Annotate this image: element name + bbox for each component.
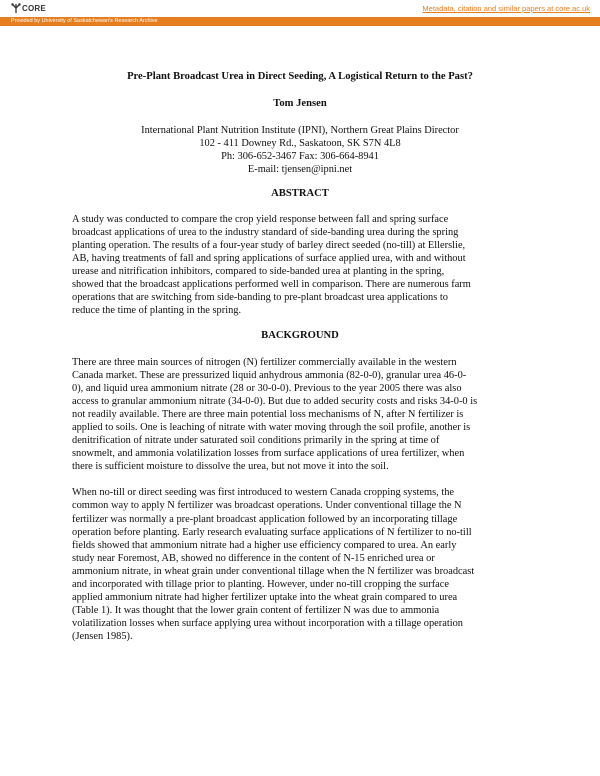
abstract-paragraph (72, 213, 528, 318)
paper-page (72, 70, 528, 643)
text-line: common way to apply N fertilizer was broadcast operations. Under conventional tillage the N (72, 500, 462, 512)
text-line: operation before planting. Early research evaluating surface applications of N fertilizer to no-till (72, 526, 472, 538)
paper-author: Tom Jensen (273, 98, 327, 110)
phone-fax-line: Ph: 306-652-3467 Fax: 306-664-8941 (221, 151, 379, 163)
address-line: 102 - 411 Downey Rd., Saskatoon, SK S7N 4L8 (199, 138, 401, 150)
provided-by-bar (0, 17, 600, 26)
text-line: ammonium nitrate, in wheat grain under conventional tillage when the N fertilizer was broadcast (72, 565, 475, 577)
text-line: urease and nitrification inhibitors, compared to side-banded urea at planting in the spring, (72, 266, 445, 278)
text-line: planting operation. The results of a four-year study of barley direct seeded (no-till) at Ellerslie, (72, 239, 466, 251)
background-paragraph-1 (72, 356, 528, 474)
core-icon (11, 3, 21, 14)
text-line: showed that the broadcast applications performed well in comparison. There are numerous farm (72, 279, 471, 291)
text-line: not readily available. There are three main potential loss mechanisms of N, after N fertilizer is (72, 408, 464, 420)
text-line: 0), and liquid urea ammonium nitrate (28 or 30-0-0). Previous to the year 2005 there was also (72, 382, 462, 394)
author-affiliation (72, 124, 528, 176)
metadata-link[interactable]: Metadata, citation and similar papers at core.ac.uk (422, 4, 590, 13)
text-line: study near Foremost, AB, showed no difference in the content of N-15 enriched urea or (72, 552, 435, 564)
text-line: denitrification of nitrate under saturated soil conditions primarily in the spring at time of (72, 435, 440, 447)
text-line: Canada market. These are pressurized liquid anhydrous ammonia (82-0-0), granular urea 46-0- (72, 369, 467, 381)
text-line: fields showed that ammonium nitrate had a higher use efficiency compared to urea. An early (72, 539, 457, 551)
abstract-heading: ABSTRACT (271, 187, 329, 199)
paper-title: Pre-Plant Broadcast Urea in Direct Seeding, A Logistical Return to the Past? (127, 71, 473, 82)
text-line: applied to soils. One is leaching of nitrate with water moving through the soil profile, another is (72, 421, 471, 433)
affiliation-line: International Plant Nutrition Institute (IPNI), Northern Great Plains Director (141, 125, 459, 137)
background-paragraph-2 (72, 486, 528, 643)
core-header-bar (0, 0, 600, 17)
text-line: applied ammonium nitrate had higher fertilizer uptake into the wheat grain compared to urea (72, 592, 458, 604)
text-line: AB, having treatments of fall and spring applications of surface applied urea, with and without (72, 252, 466, 264)
text-line: there is sufficient moisture to dissolve the urea, but not move it into the soil. (72, 461, 389, 473)
text-line: fertilizer was normally a pre-plant broadcast application followed by an incorporating tillage (72, 513, 458, 525)
text-line: access to granular ammonium nitrate (34-0-0). But due to added security costs and risks 34-0-0 is (72, 395, 478, 407)
provided-by-text: Provided by University of Saskatchewan's Research Archive (11, 18, 158, 24)
text-line: broadcast applications of urea to the industry standard of side-banding urea during the spring (72, 226, 459, 238)
text-line: reduce the time of planting in the spring. (72, 305, 242, 317)
text-line: (Jensen 1985). (72, 631, 133, 643)
core-logo[interactable] (11, 2, 46, 15)
core-logo-text: CORE (22, 4, 46, 13)
text-line: When no-till or direct seeding was first introduced to western Canada cropping systems, the (72, 487, 455, 499)
text-line: snowmelt, and ammonia volatilization losses from surface applications of urea fertilizer, when (72, 448, 465, 460)
text-line: (Table 1). It was thought that the lower grain content of fertilizer N was due to ammonia (72, 605, 440, 617)
text-line: and incorporated with tillage prior to planting. However, under no-till cropping the surface (72, 579, 449, 590)
background-heading: BACKGROUND (261, 330, 339, 342)
text-line: A study was conducted to compare the crop yield response between fall and spring surface (72, 213, 449, 225)
text-line: operations that are switching from side-banding to pre-plant broadcast urea applications to (72, 292, 448, 304)
text-line: volatilization losses when surface applying urea without incorporation with a tillage operation (72, 618, 463, 630)
text-line: There are three main sources of nitrogen (N) fertilizer commercially available in the western (72, 356, 457, 368)
email-line: E-mail: tjensen@ipni.net (247, 164, 353, 176)
